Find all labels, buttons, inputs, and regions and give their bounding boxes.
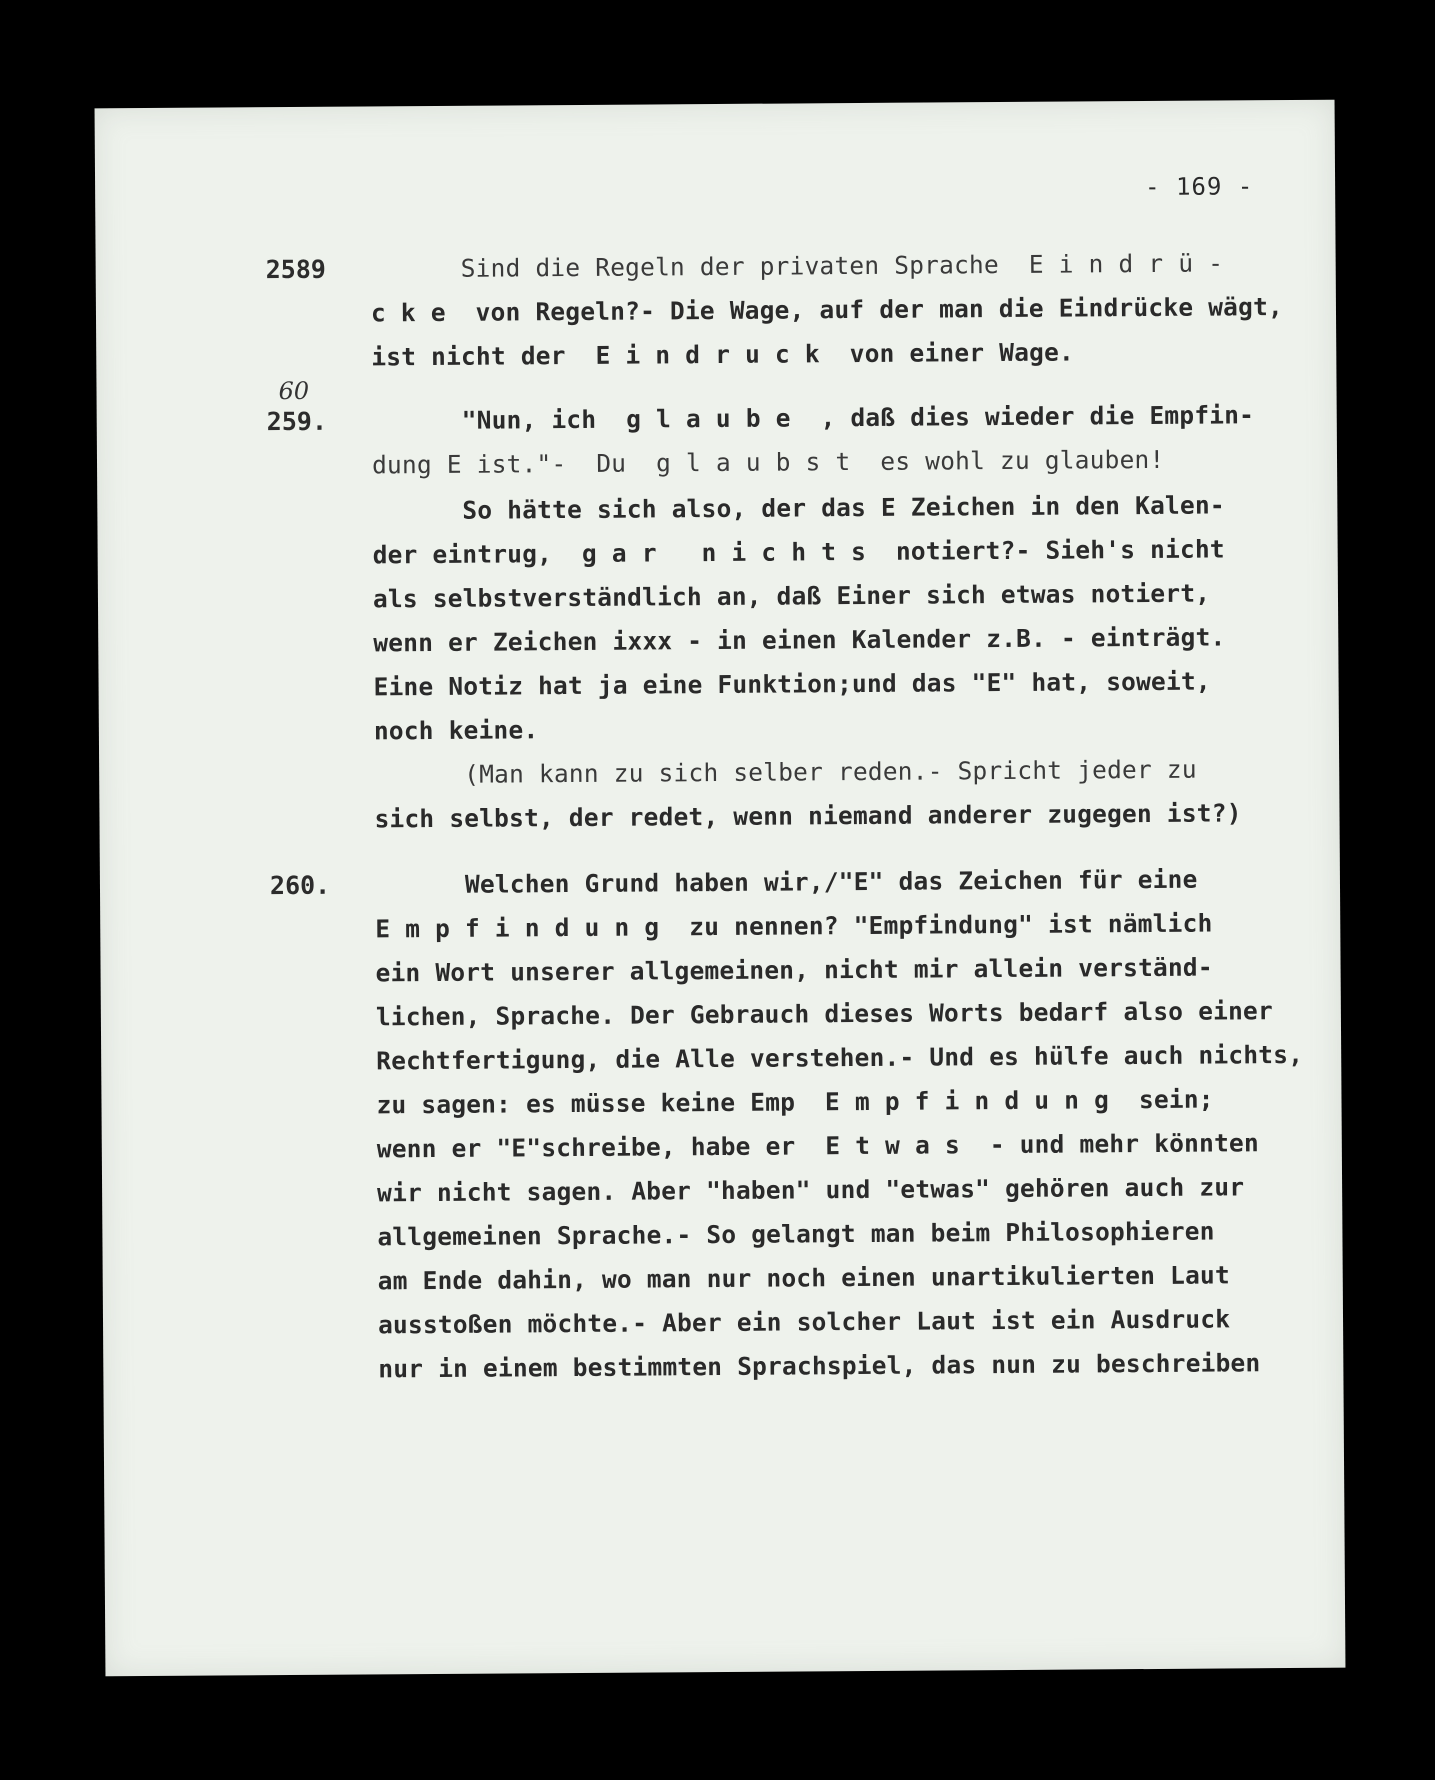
text-line: am Ende dahin, wo man nur noch einen unartikulierten Laut bbox=[377, 1260, 1230, 1296]
text-line: der eintrug, g a r n i c h t s notiert?- Sieh's nicht bbox=[372, 534, 1225, 570]
text-line: ausstoßen möchte.- Aber ein solcher Laut ist ein Ausdruck bbox=[377, 1304, 1231, 1340]
text-line: wir nicht sagen. Aber "haben" und "etwas" gehören auch zur bbox=[377, 1172, 1245, 1208]
text-line: lichen, Sprache. Der Gebrauch dieses Worts bedarf also einer bbox=[375, 996, 1273, 1032]
text-line: zu sagen: es müsse keine Emp E m p f i n d u n g sein; bbox=[376, 1084, 1214, 1120]
text-line: sich selbst, der redet, wenn niemand anderer zugegen ist?) bbox=[374, 798, 1242, 834]
typescript-page bbox=[95, 100, 1346, 1677]
text-line: allgemeinen Sprache.- So gelangt man beim Philosophieren bbox=[377, 1216, 1215, 1252]
text-line: als selbstverständlich an, daß Einer sich etwas notiert, bbox=[372, 578, 1211, 614]
text-line: (Man kann zu sich selber reden.- Spricht jeder zu bbox=[464, 754, 1197, 789]
page-number: - 169 - bbox=[1145, 172, 1254, 202]
text-line: dung E ist."- Du g l a u b s t es wohl zu glauben! bbox=[371, 444, 1165, 480]
text-line: nur in einem bestimmten Sprachspiel, das nun zu beschreiben bbox=[378, 1348, 1261, 1384]
section-number: 2589 bbox=[265, 254, 326, 285]
text-line: wenn er Zeichen ixxx - in einen Kalender z.B. - einträgt. bbox=[373, 622, 1226, 658]
text-line: "Nun, ich g l a u b e , daß dies wieder die Empfin- bbox=[461, 400, 1255, 435]
section-number: 260. bbox=[269, 870, 331, 901]
text-line: Welchen Grund haben wir,/"E" das Zeichen für eine bbox=[464, 864, 1198, 899]
text-line: E m p f i n d u n g zu nennen? "Empfindung" ist nämlich bbox=[375, 908, 1213, 944]
text-line: ein Wort unserer allgemeinen, nicht mir allein verständ- bbox=[375, 952, 1213, 988]
section-number: 259. bbox=[266, 406, 328, 437]
text-line: So hätte sich also, der das E Zeichen in den Kalen- bbox=[462, 490, 1225, 525]
text-line: Eine Notiz hat ja eine Funktion;und das "E" hat, soweit, bbox=[373, 666, 1211, 702]
text-line: ist nicht der E i n d r u c k von einer Wage. bbox=[371, 337, 1075, 372]
text-line: c k e von Regeln?- Die Wage, auf der man die Eindrücke wägt, bbox=[370, 292, 1284, 328]
text-line: wenn er "E"schreibe, habe er E t w a s - und mehr könnten bbox=[376, 1128, 1259, 1164]
text-line: Rechtfertigung, die Alle verstehen.- Und es hülfe auch nichts, bbox=[376, 1039, 1304, 1076]
handwritten-annotation: 60 bbox=[278, 376, 310, 406]
text-line: Sind die Regeln der privaten Sprache E i n d r ü - bbox=[460, 248, 1224, 283]
text-line: noch keine. bbox=[373, 715, 539, 746]
